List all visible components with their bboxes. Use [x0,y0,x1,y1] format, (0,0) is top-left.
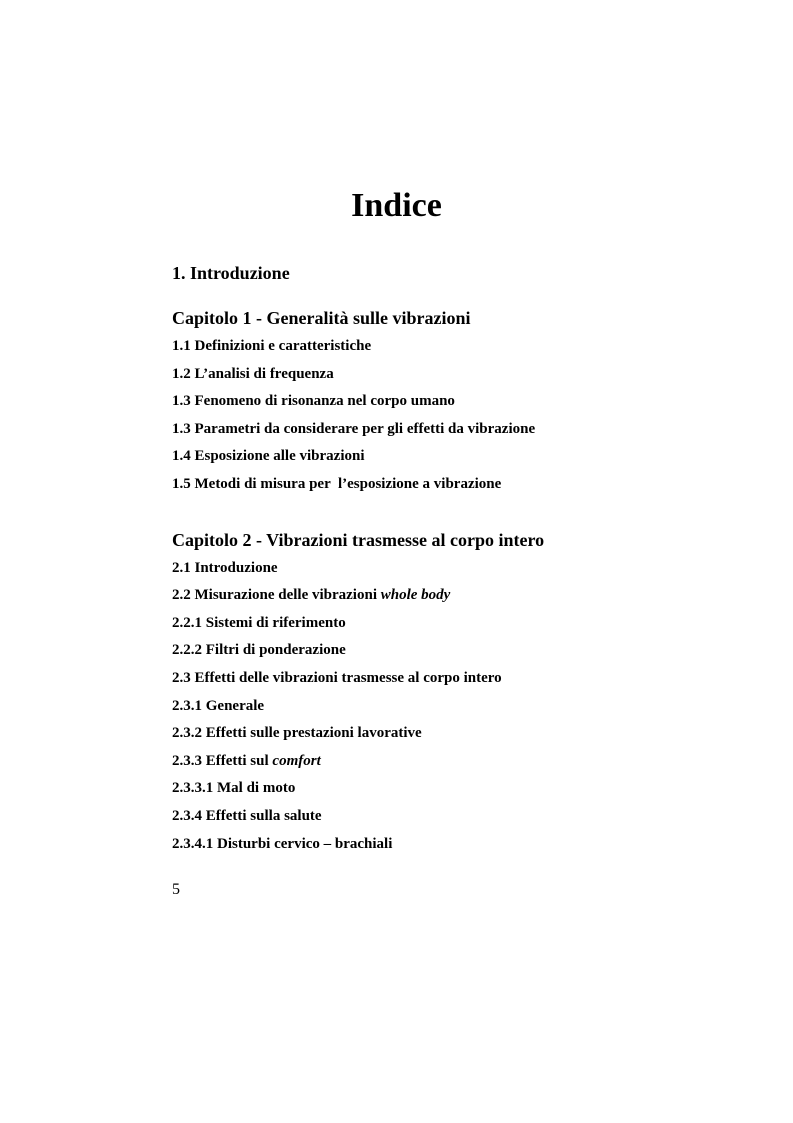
toc-entry: 2.3 Effetti delle vibrazioni trasmesse al corpo intero [172,669,502,686]
toc-entry: 2.2.1 Sistemi di riferimento [172,614,346,631]
page-number: 5 [172,881,180,898]
page-title: Indice [351,187,442,224]
toc-entry: 2.3.4.1 Disturbi cervico – brachiali [172,835,393,852]
toc-intro: 1. Introduzione [172,263,290,283]
toc-entry: 1.4 Esposizione alle vibrazioni [172,448,365,465]
toc-entry: 1.2 L’analisi di frequenza [172,365,334,382]
toc-entry: 2.1 Introduzione [172,559,278,576]
toc-entry: 2.2.2 Filtri di ponderazione [172,642,346,659]
toc-entry: 2.2 Misurazione delle vibrazioni whole body [172,587,451,604]
toc-entry: 2.3.3.1 Mal di moto [172,780,296,797]
toc-entry: 2.3.4 Effetti sulla salute [172,807,322,824]
toc-entry: 2.3.2 Effetti sulle prestazioni lavorative [172,725,422,742]
table-of-contents [172,259,732,858]
toc-entry: 2.3.3 Effetti sul comfort [172,752,321,769]
toc-entry: 2.3.1 Generale [172,697,265,714]
toc-entry: 1.1 Definizioni e caratteristiche [172,338,372,354]
toc-entry: 1.5 Metodi di misura per l’esposizione a vibrazione [172,475,502,492]
chapter-2-heading: Capitolo 2 - Vibrazioni trasmesse al corpo intero [172,529,545,550]
toc-entry: 1.3 Parametri da considerare per gli effetti da vibrazione [172,420,536,437]
toc-entry: 1.3 Fenomeno di risonanza nel corpo umano [172,393,455,410]
chapter-1-heading: Capitolo 1 - Generalità sulle vibrazioni [172,308,471,328]
